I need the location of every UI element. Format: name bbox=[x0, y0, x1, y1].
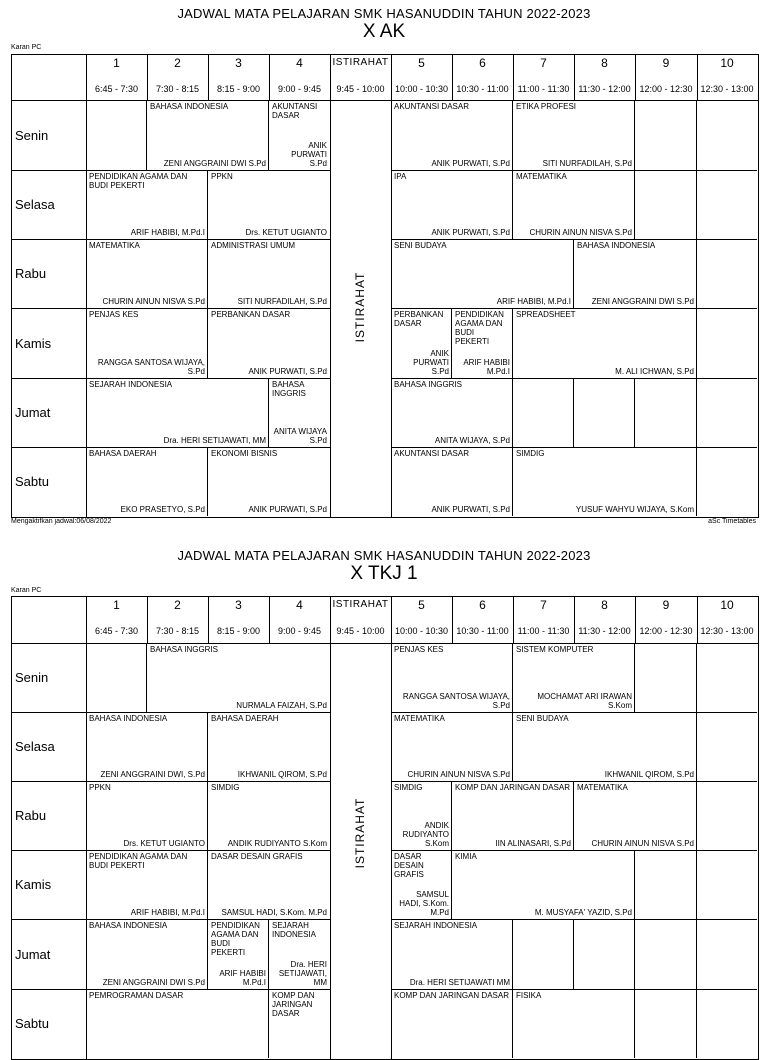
pc-label: Karan PC bbox=[11, 587, 42, 594]
lesson-cell[interactable] bbox=[513, 170, 635, 239]
lesson-subject: PERBANKAN DASAR bbox=[211, 310, 291, 319]
lesson-subject: FISIKA bbox=[516, 991, 542, 1000]
lesson-cell[interactable] bbox=[147, 643, 330, 712]
lesson-teacher: IIN ALINASARI, S.Pd bbox=[495, 839, 571, 848]
lesson-subject: BAHASA INDONESIA bbox=[577, 241, 656, 250]
period-number: 1 bbox=[113, 598, 120, 612]
lesson-cell[interactable] bbox=[391, 781, 452, 850]
lesson-teacher: ANIK PURWATI, S.Pd bbox=[431, 505, 510, 514]
lesson-cell[interactable] bbox=[391, 378, 513, 447]
lesson-teacher: CHURIN AINUN NISVA S.Pd bbox=[407, 770, 510, 779]
day-label: Sabtu bbox=[15, 1016, 49, 1031]
lesson-teacher: EKO PRASETYO, S.Pd bbox=[120, 505, 205, 514]
lesson-teacher: ANDIK RUDIYANTO S.Kom bbox=[227, 839, 327, 848]
period-number: 2 bbox=[174, 598, 181, 612]
lesson-teacher: YUSUF WAHYU WIJAYA, S.Kom bbox=[575, 505, 694, 514]
lesson-subject: PENDIDIKAN AGAMA DAN BUDI PEKERTI bbox=[89, 172, 188, 190]
lesson-subject: KOMP DAN JARINGAN DASAR bbox=[394, 991, 509, 1000]
lesson-subject: PENDIDIKAN AGAMA DAN BUDI PEKERTI bbox=[211, 921, 260, 957]
period-number: 9 bbox=[662, 598, 670, 612]
period-number: 7 bbox=[540, 56, 547, 70]
lesson-cell[interactable] bbox=[86, 447, 208, 516]
day-label: Rabu bbox=[15, 808, 47, 823]
lesson-teacher: RANGGA SANTOSA WIJAYA, S.Pd bbox=[402, 692, 510, 710]
period-number: 6 bbox=[479, 598, 486, 612]
lesson-teacher: Dra. HERI SETIJAWATI, MM bbox=[278, 960, 327, 987]
lesson-cell[interactable] bbox=[208, 447, 330, 516]
lesson-teacher: ARIF HABIBI, M.Pd.I bbox=[130, 908, 205, 917]
lesson-subject: SPREADSHEET bbox=[516, 310, 576, 319]
lesson-subject: ETIKA PROFESI bbox=[516, 102, 577, 111]
lesson-teacher: ARIF HABIBI M.Pd.I bbox=[219, 969, 266, 987]
period-number: 3 bbox=[235, 56, 242, 70]
period-time: 9:00 - 9:45 bbox=[277, 626, 322, 636]
lesson-teacher: ZENI ANGGRAINI DWI S.Pd bbox=[163, 159, 266, 168]
lesson-cell[interactable] bbox=[208, 919, 269, 989]
lesson-subject: BAHASA INGGRIS bbox=[394, 380, 463, 389]
period-number: 4 bbox=[296, 598, 303, 612]
lesson-subject: KIMIA bbox=[455, 852, 477, 861]
lesson-cell[interactable] bbox=[574, 781, 697, 850]
lesson-cell[interactable] bbox=[269, 378, 330, 447]
lesson-subject: PERBANKAN DASAR bbox=[394, 310, 444, 328]
period-time: 8:15 - 9:00 bbox=[216, 626, 261, 636]
lesson-teacher: CHURIN AINUN NISVA S.Pd bbox=[591, 839, 694, 848]
lesson-teacher: Dra. HERI SETIJAWATI, MM bbox=[163, 436, 266, 445]
lesson-subject: AKUNTANSI DASAR bbox=[394, 449, 469, 458]
lesson-subject: BAHASA INDONESIA bbox=[150, 102, 229, 111]
period-time: 10:30 - 11:00 bbox=[456, 84, 509, 94]
lesson-cell[interactable] bbox=[452, 308, 513, 378]
lesson-teacher: CHURIN AINUN NISVA S.Pd bbox=[102, 297, 205, 306]
day-label: Rabu bbox=[15, 266, 47, 281]
period-number: 2 bbox=[174, 56, 181, 70]
lesson-subject: SEJARAH INDONESIA bbox=[272, 921, 317, 939]
lesson-teacher: Dra. HERI SETIJAWATI MM bbox=[409, 978, 510, 987]
lesson-subject: PENDIDIKAN AGAMA DAN BUDI PEKERTI bbox=[89, 852, 188, 870]
lesson-cell[interactable] bbox=[208, 712, 330, 781]
lesson-subject: DASAR DESAIN GRAFIS bbox=[394, 852, 424, 879]
lesson-subject: BAHASA INGGRIS bbox=[150, 645, 219, 654]
period-time: 7:30 - 8:15 bbox=[155, 626, 200, 636]
lesson-cell[interactable] bbox=[391, 100, 513, 170]
lesson-cell[interactable] bbox=[208, 239, 330, 308]
lesson-cell[interactable] bbox=[86, 919, 208, 989]
lesson-subject: BAHASA DAERAH bbox=[89, 449, 157, 458]
lesson-subject: MATEMATIKA bbox=[89, 241, 140, 250]
period-number: 7 bbox=[540, 598, 547, 612]
lesson-subject: KOMP DAN JARINGAN DASAR bbox=[272, 991, 315, 1018]
class-title: X AK bbox=[362, 21, 406, 42]
lesson-teacher: ZENI ANGGRAINI DWI S.Pd bbox=[591, 297, 694, 306]
lesson-subject: SENI BUDAYA bbox=[394, 241, 447, 250]
period-time: 10:30 - 11:00 bbox=[456, 626, 509, 636]
lesson-teacher: IKHWANIL QIROM, S.Pd bbox=[237, 770, 327, 779]
period-number: 1 bbox=[113, 56, 120, 70]
period-time: 12:30 - 13:00 bbox=[700, 626, 754, 636]
day-label: Sabtu bbox=[15, 474, 49, 489]
lesson-subject: PENJAS KES bbox=[394, 645, 444, 654]
school-heading: JADWAL MATA PELAJARAN SMK HASANUDDIN TAHUN 2022-2023 bbox=[177, 6, 591, 21]
lesson-teacher: ZENI ANGGRAINI DWI, S.Pd bbox=[100, 770, 205, 779]
break-vertical-label: ISTIRAHAT bbox=[353, 271, 367, 343]
lesson-teacher: ARIF HABIBI M.Pd.I bbox=[463, 358, 510, 376]
lesson-cell[interactable] bbox=[391, 712, 513, 781]
lesson-cell[interactable] bbox=[391, 850, 452, 919]
lesson-subject: BAHASA DAERAH bbox=[211, 714, 279, 723]
lesson-subject: PPKN bbox=[89, 783, 111, 792]
day-label: Jumat bbox=[15, 946, 51, 962]
day-label: Kamis bbox=[15, 877, 52, 892]
lesson-subject: SEJARAH INDONESIA bbox=[394, 921, 478, 930]
lesson-teacher: SAMSUL HADI, S.Kom. M.Pd bbox=[399, 890, 449, 917]
period-time: 9:45 - 10:00 bbox=[336, 84, 385, 94]
lesson-teacher: ARIF HABIBI, M.Pd.I bbox=[130, 228, 205, 237]
lesson-teacher: CHURIN AINUN NISVA S.Pd bbox=[529, 228, 632, 237]
lesson-teacher: ANIK PURWATI S.Pd bbox=[413, 349, 449, 376]
class-title: X TKJ 1 bbox=[350, 563, 418, 584]
lesson-teacher: ANIK PURWATI, S.Pd bbox=[248, 367, 327, 376]
lesson-cell[interactable] bbox=[513, 447, 697, 516]
lesson-cell[interactable] bbox=[513, 308, 697, 378]
lesson-subject: AKUNTANSI DASAR bbox=[394, 102, 469, 111]
lesson-cell[interactable] bbox=[391, 447, 513, 516]
break-header: ISTIRAHAT bbox=[332, 599, 389, 610]
lesson-subject: KOMP DAN JARINGAN DASAR bbox=[455, 783, 570, 792]
lesson-subject: MATEMATIKA bbox=[577, 783, 628, 792]
lesson-teacher: NURMALA FAIZAH, S.Pd bbox=[236, 701, 327, 710]
lesson-cell[interactable] bbox=[391, 170, 513, 239]
lesson-cell[interactable] bbox=[391, 239, 574, 308]
day-label: Senin bbox=[15, 670, 49, 685]
lesson-subject: SIMDIG bbox=[211, 783, 240, 792]
lesson-teacher: IKHWANIL QIROM, S.Pd bbox=[604, 770, 694, 779]
period-time: 12:00 - 12:30 bbox=[639, 626, 693, 636]
lesson-teacher: M. MUSYAFA' YAZID, S.Pd bbox=[534, 908, 632, 917]
lesson-teacher: ANITA WIJAYA, S.Pd bbox=[434, 436, 510, 445]
lesson-subject: MATEMATIKA bbox=[394, 714, 445, 723]
lesson-subject: SIMDIG bbox=[516, 449, 545, 458]
period-time: 10:00 - 10:30 bbox=[394, 84, 449, 94]
period-time: 11:30 - 12:00 bbox=[578, 626, 631, 636]
lesson-teacher: MOCHAMAT ARI IRAWAN S.Kom bbox=[537, 692, 632, 710]
day-label: Selasa bbox=[15, 197, 55, 212]
lesson-cell[interactable] bbox=[208, 781, 330, 850]
lesson-teacher: ANDIK RUDIYANTO S.Kom bbox=[402, 821, 449, 848]
lesson-cell[interactable] bbox=[452, 850, 635, 919]
lesson-teacher: M. ALI ICHWAN, S.Pd bbox=[615, 367, 694, 376]
lesson-teacher: SAMSUL HADI, S.Kom. M.Pd bbox=[221, 908, 327, 917]
lesson-cell[interactable] bbox=[86, 308, 208, 378]
period-number: 6 bbox=[479, 56, 486, 70]
period-number: 10 bbox=[720, 598, 734, 612]
lesson-cell[interactable] bbox=[269, 100, 330, 170]
lesson-cell[interactable] bbox=[513, 100, 635, 170]
lesson-subject: AKUNTANSI DASAR bbox=[272, 102, 318, 120]
period-number: 4 bbox=[296, 56, 303, 70]
lesson-teacher: Drs. KETUT UGIANTO bbox=[123, 839, 205, 848]
lesson-subject: PENJAS KES bbox=[89, 310, 139, 319]
period-number: 8 bbox=[601, 56, 608, 70]
lesson-subject: PPKN bbox=[211, 172, 233, 181]
period-time: 11:00 - 11:30 bbox=[517, 626, 570, 636]
period-time: 12:00 - 12:30 bbox=[639, 84, 693, 94]
lesson-subject: MATEMATIKA bbox=[516, 172, 567, 181]
lesson-cell[interactable] bbox=[391, 643, 513, 712]
period-number: 9 bbox=[662, 56, 670, 70]
break-header: ISTIRAHAT bbox=[332, 57, 389, 68]
lesson-cell[interactable] bbox=[86, 712, 208, 781]
period-number: 3 bbox=[235, 598, 242, 612]
period-time: 6:45 - 7:30 bbox=[94, 626, 139, 636]
lesson-subject: SEJARAH INDONESIA bbox=[89, 380, 173, 389]
lesson-cell[interactable] bbox=[86, 781, 208, 850]
lesson-teacher: Drs. KETUT UGIANTO bbox=[245, 228, 327, 237]
lesson-cell[interactable] bbox=[391, 919, 513, 989]
lesson-subject: DASAR DESAIN GRAFIS bbox=[211, 852, 303, 861]
school-heading: JADWAL MATA PELAJARAN SMK HASANUDDIN TAHUN 2022-2023 bbox=[177, 548, 591, 563]
lesson-cell[interactable] bbox=[208, 170, 330, 239]
lesson-cell[interactable] bbox=[574, 239, 697, 308]
lesson-cell[interactable] bbox=[86, 378, 269, 447]
lesson-cell[interactable] bbox=[147, 100, 269, 170]
lesson-cell[interactable] bbox=[86, 170, 208, 239]
lesson-subject: EKONOMI BISNIS bbox=[211, 449, 278, 458]
period-number: 5 bbox=[418, 56, 425, 70]
day-label: Selasa bbox=[15, 739, 55, 754]
lesson-teacher: ANITA WIJAYA S.Pd bbox=[273, 427, 327, 445]
lesson-subject: SISTEM KOMPUTER bbox=[516, 645, 594, 654]
pc-label: Karan PC bbox=[11, 44, 42, 51]
period-time: 7:30 - 8:15 bbox=[155, 84, 200, 94]
lesson-subject: BAHASA INDONESIA bbox=[89, 714, 168, 723]
footer-software: aSc Timetables bbox=[708, 518, 756, 525]
day-label: Kamis bbox=[15, 335, 52, 351]
lesson-teacher: RANGGA SANTOSA WIJAYA, S.Pd bbox=[97, 358, 205, 376]
lesson-teacher: SITI NURFADILAH, S.Pd bbox=[237, 297, 327, 306]
lesson-cell[interactable] bbox=[86, 239, 208, 308]
footer-generated: Mengaktifkan jadwal:06/08/2022 bbox=[11, 518, 112, 525]
day-label: Jumat bbox=[15, 405, 51, 420]
lesson-cell[interactable] bbox=[269, 919, 330, 989]
lesson-cell[interactable] bbox=[208, 308, 330, 378]
period-time: 10:00 - 10:30 bbox=[394, 626, 449, 636]
period-number: 5 bbox=[418, 598, 425, 612]
period-time: 9:45 - 10:00 bbox=[336, 626, 385, 636]
lesson-subject: SIMDIG bbox=[394, 783, 423, 792]
period-time: 6:45 - 7:30 bbox=[94, 84, 139, 94]
lesson-teacher: ANIK PURWATI, S.Pd bbox=[248, 505, 327, 514]
lesson-subject: BAHASA INDONESIA bbox=[89, 921, 168, 930]
period-time: 12:30 - 13:00 bbox=[700, 84, 754, 94]
period-number: 8 bbox=[601, 598, 608, 612]
lesson-subject: SENI BUDAYA bbox=[516, 714, 569, 723]
lesson-teacher: SITI NURFADILAH, S.Pd bbox=[542, 159, 632, 168]
lesson-cell[interactable] bbox=[391, 308, 452, 378]
lesson-subject: BAHASA INGGRIS bbox=[272, 380, 306, 398]
lesson-teacher: ZENI ANGGRAINI DWI S.Pd bbox=[102, 978, 205, 987]
lesson-teacher: ANIK PURWATI, S.Pd bbox=[431, 228, 510, 237]
lesson-subject: PEMROGRAMAN DASAR bbox=[89, 991, 184, 1000]
break-vertical-label: ISTIRAHAT bbox=[353, 797, 367, 868]
period-time: 11:30 - 12:00 bbox=[578, 84, 631, 94]
lesson-subject: ADMINISTRASI UMUM bbox=[211, 241, 295, 250]
lesson-cell[interactable] bbox=[86, 850, 208, 919]
lesson-subject: IPA bbox=[394, 172, 407, 181]
period-time: 9:00 - 9:45 bbox=[277, 84, 322, 94]
period-time: 8:15 - 9:00 bbox=[216, 84, 261, 94]
lesson-teacher: ANIK PURWATI S.Pd bbox=[291, 141, 327, 168]
day-label: Senin bbox=[15, 127, 49, 143]
lesson-cell[interactable] bbox=[452, 781, 574, 850]
lesson-cell[interactable] bbox=[513, 712, 697, 781]
lesson-cell[interactable] bbox=[513, 643, 635, 712]
period-number: 10 bbox=[720, 56, 734, 70]
lesson-teacher: ANIK PURWATI, S.Pd bbox=[431, 159, 510, 168]
period-time: 11:00 - 11:30 bbox=[517, 84, 570, 94]
lesson-teacher: ARIF HABIBI, M.Pd.I bbox=[496, 297, 571, 306]
lesson-cell[interactable] bbox=[208, 850, 330, 919]
lesson-subject: PENDIDIKAN AGAMA DAN BUDI PEKERTI bbox=[455, 310, 504, 346]
